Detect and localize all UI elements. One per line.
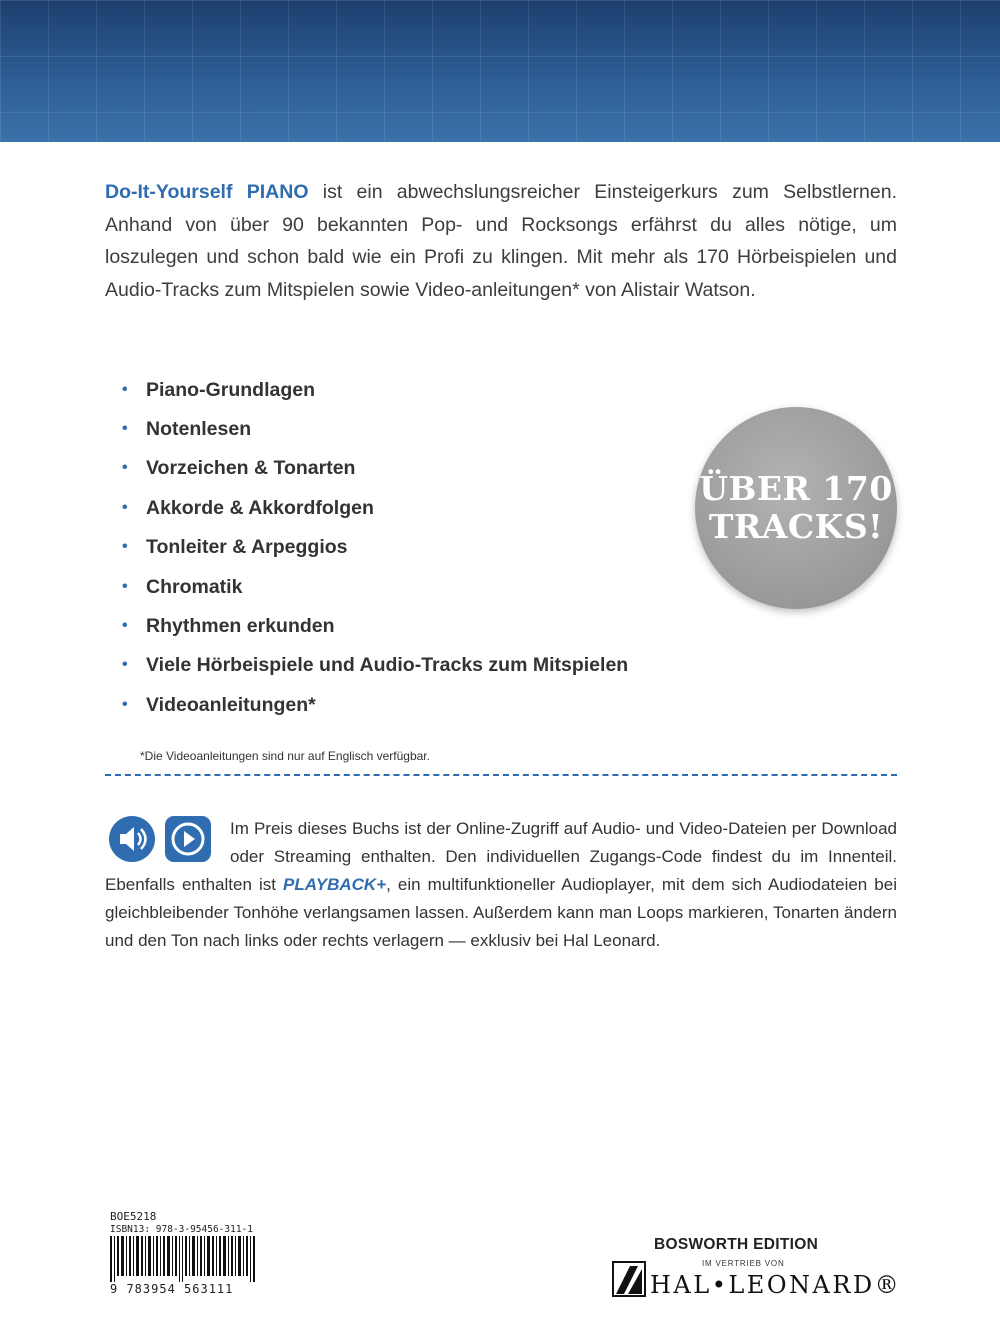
barcode [110,1236,260,1282]
bullet-icon: • [122,380,128,398]
hal-leonard-logo-icon [612,1261,646,1297]
publisher-name: BOSWORTH EDITION [654,1236,819,1253]
hal-leonard-wordmark: HAL•LEONARD® [650,1271,902,1299]
access-text-after: , ein multifunktioneller Audioplayer, mit dem sich Audiodateien bei gleichbleibender Tonhöhe verlangsamen lassen. Außerdem kann man Loops markieren, Tonarten ändern und den Ton nach links oder rechts verlagern — exklusiv bei Hal Leonard. [105,875,897,950]
isbn-digits: 9 783954 563111 [110,1282,234,1296]
list-item: • Notenlesen [122,409,628,448]
isbn-label: ISBN13: 978-3-95456-311-1 [110,1224,253,1235]
access-text-before: Im Preis dieses Buchs ist der Online-Zugriff auf Audio- und Video-Dateien per Download oder Streaming enthalten. Den individuellen Zugangs-Code findest du im Innenteil. Ebenfalls enthalten ist [105,819,897,894]
footnote: *Die Videoanleitungen sind nur auf Englisch verfügbar. [140,749,430,763]
intro-paragraph [105,176,897,306]
list-item: • Akkorde & Akkordfolgen [122,488,628,527]
bullet-icon: • [122,498,128,516]
list-item: • Videoanleitungen* [122,685,628,724]
intro-text: ist ein abwechslungsreicher Einsteigerkurs zum Selbstlernen. Anhand von über 90 bekannten Pop- und Rocksongs erfährst du alles nötige, um loszulegen und schon bald wie ein Profi zu klingen. Mit mehr als 170 Hörbeispielen und Audio-Tracks zum Mitspielen sowie Video-anleitungen* von Alistair Watson. [105,181,897,301]
brand-name: PIANO [246,181,309,203]
list-item: • Vorzeichen & Tonarten [122,449,628,488]
list-item: • Tonleiter & Arpeggios [122,528,628,567]
list-item: • Piano-Grundlagen [122,370,628,409]
header-grid-pattern [0,0,1000,142]
bullet-icon: • [122,420,128,438]
access-paragraph [105,815,897,955]
badge-line-2: TRACKS! [708,507,884,546]
feature-list [122,370,628,725]
brand-prefix: Do-It-Yourself [105,181,233,203]
bullet-icon: • [122,577,128,595]
list-item: • Rhythmen erkunden [122,606,628,645]
bullet-icon: • [122,695,128,713]
dashed-divider [105,774,897,776]
list-item: • Viele Hörbeispiele und Audio-Tracks zum Mitspielen [122,646,628,685]
header-band [0,0,1000,142]
product-code: BOE5218 [110,1210,157,1223]
bullet-icon: • [122,656,128,674]
playback-logo: PLAYBACK+ [283,875,387,894]
bullet-icon: • [122,617,128,635]
list-item: • Chromatik [122,567,628,606]
distribution-note: IM VERTRIEB VON [702,1259,785,1268]
bullet-icon: • [122,538,128,556]
badge-line-1: ÜBER 170 [699,469,893,508]
bullet-icon: • [122,459,128,477]
tracks-badge [695,407,897,609]
